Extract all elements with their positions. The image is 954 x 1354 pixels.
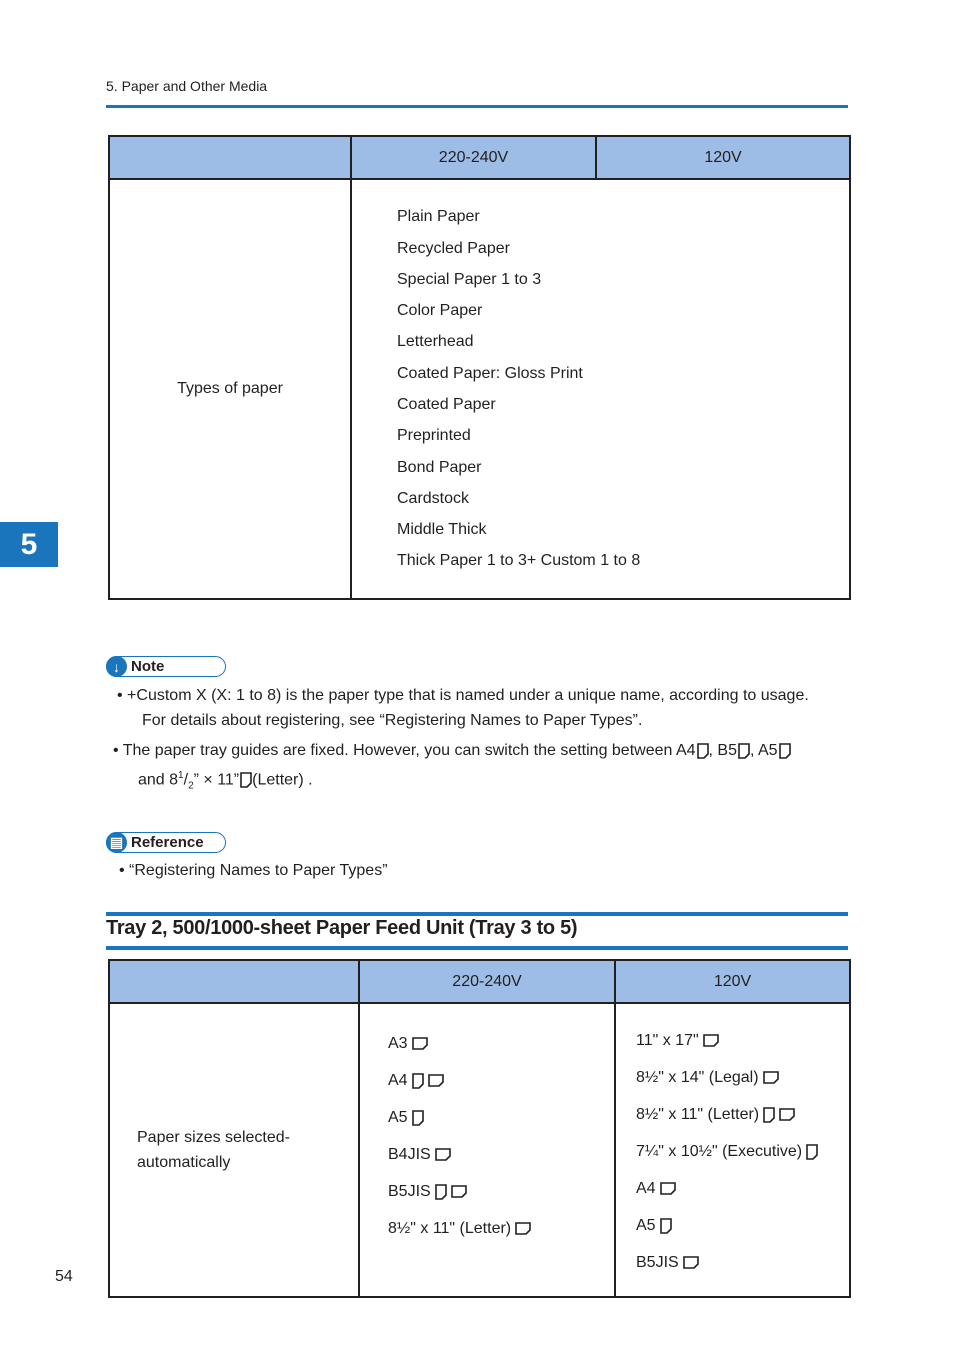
paper-type-item: Color Paper	[397, 302, 483, 320]
portrait-paper-icon	[435, 1184, 447, 1200]
paper-type-item: Special Paper 1 to 3	[397, 270, 542, 288]
note-arrow-icon: ↓	[106, 656, 127, 677]
paper-type-item: Thick Paper 1 to 3+ Custom 1 to 8	[397, 552, 641, 570]
landscape-paper-icon	[703, 1034, 719, 1047]
table-header-220v: 220-240V	[351, 136, 596, 179]
table-header-120v: 120V	[596, 136, 850, 179]
note-bullet-2-line-1	[113, 738, 791, 763]
paper-size-label: A4	[388, 1072, 408, 1089]
paper-size-label: 8½" x 11" (Letter)	[388, 1220, 512, 1237]
portrait-paper-icon	[738, 743, 750, 759]
paper-size-item	[636, 1170, 849, 1207]
paper-size-item	[636, 1096, 849, 1133]
running-header: 5. Paper and Other Media	[106, 78, 268, 94]
table-header-empty	[109, 136, 351, 179]
paper-size-item	[636, 1022, 849, 1059]
landscape-paper-icon	[763, 1071, 779, 1084]
row-label-line-2: automatically	[137, 1154, 231, 1171]
landscape-paper-icon	[451, 1185, 467, 1198]
portrait-paper-icon	[697, 743, 709, 759]
paper-size-item	[388, 1062, 614, 1099]
table2-header-120v: 120V	[615, 960, 850, 1003]
portrait-paper-icon	[412, 1110, 424, 1126]
paper-sizes-table	[108, 959, 851, 1298]
paper-size-label: A5	[636, 1217, 656, 1234]
fraction-denominator: 2	[188, 780, 194, 792]
paper-size-item	[636, 1207, 849, 1244]
paper-type-item: Preprinted	[397, 427, 471, 445]
reference-badge	[106, 832, 226, 853]
paper-size-label: 8½" x 14" (Legal)	[636, 1069, 759, 1086]
paper-type-item: Letterhead	[397, 333, 474, 351]
note-label: Note	[131, 658, 165, 675]
note-bullet-1-line-2: For details about registering, see “Registering Names to Paper Types”.	[142, 712, 643, 729]
row-label-line-1: Paper sizes selected-	[137, 1129, 290, 1146]
landscape-paper-icon	[428, 1074, 444, 1087]
paper-size-item	[636, 1133, 849, 1170]
paper-size-label: 11" x 17"	[636, 1032, 699, 1049]
paper-size-label: 8½" x 11" (Letter)	[636, 1106, 760, 1123]
note-dimension: ” × 11”	[193, 771, 240, 789]
paper-size-item	[388, 1025, 614, 1062]
paper-types-list	[351, 179, 850, 599]
paper-type-item: Coated Paper: Gloss Print	[397, 364, 583, 382]
note-bullet-1-line-1: • +Custom X (X: 1 to 8) is the paper type that is named under a unique name, according to usage.	[117, 687, 809, 704]
row-label-sizes	[109, 1003, 359, 1297]
paper-size-label: 7¼" x 10½" (Executive)	[636, 1143, 803, 1160]
note-badge	[106, 656, 226, 677]
landscape-paper-icon	[515, 1222, 531, 1235]
portrait-paper-icon	[763, 1107, 775, 1123]
row-label-types: Types of paper	[109, 179, 351, 599]
table2-header-empty	[109, 960, 359, 1003]
paper-type-item: Bond Paper	[397, 458, 482, 476]
portrait-paper-icon	[240, 772, 252, 788]
paper-size-item	[388, 1173, 614, 1210]
paper-type-item: Cardstock	[397, 489, 470, 507]
portrait-paper-icon	[779, 743, 791, 759]
section-rule-bottom	[106, 946, 848, 950]
paper-size-label: B5JIS	[388, 1183, 431, 1200]
landscape-paper-icon	[435, 1148, 451, 1161]
landscape-paper-icon	[660, 1182, 676, 1195]
paper-size-label: A5	[388, 1109, 408, 1126]
page-number: 54	[55, 1268, 73, 1285]
sizes-120v-cell	[615, 1003, 850, 1297]
note-bullet-2-b5: , B5	[708, 742, 737, 759]
note-bullet-2-prefix: • The paper tray guides are fixed. However, you can switch the setting between A4	[113, 742, 696, 759]
paper-size-item	[388, 1099, 614, 1136]
paper-size-label: B4JIS	[388, 1146, 431, 1163]
paper-size-label: B5JIS	[636, 1254, 679, 1271]
table2-header-220v: 220-240V	[359, 960, 615, 1003]
note-letter: (Letter) .	[252, 771, 313, 789]
paper-type-item: Middle Thick	[397, 521, 487, 539]
paper-types-table	[108, 135, 851, 600]
paper-size-item	[636, 1059, 849, 1096]
reference-item: • “Registering Names to Paper Types”	[119, 862, 388, 879]
paper-size-item	[388, 1210, 614, 1247]
sizes-220v-cell	[359, 1003, 615, 1297]
section-rule-top	[106, 912, 848, 916]
note-and: and 8	[138, 771, 179, 789]
portrait-paper-icon	[806, 1144, 818, 1160]
paper-size-label: A3	[388, 1035, 408, 1052]
section-title: Tray 2, 500/1000-sheet Paper Feed Unit (Tray 3 to 5)	[106, 917, 578, 939]
fraction-numerator: 1	[178, 770, 184, 781]
reference-label: Reference	[131, 834, 204, 851]
landscape-paper-icon	[412, 1037, 428, 1050]
paper-type-item: Coated Paper	[397, 396, 496, 413]
paper-size-item	[388, 1136, 614, 1173]
paper-size-item	[636, 1244, 849, 1281]
landscape-paper-icon	[779, 1108, 795, 1121]
landscape-paper-icon	[683, 1256, 699, 1269]
note-bullet-2-a5: , A5	[750, 742, 778, 759]
paper-size-label: A4	[636, 1180, 656, 1197]
portrait-paper-icon	[660, 1218, 672, 1234]
paper-type-item: Plain Paper	[397, 208, 480, 226]
chapter-tab: 5	[0, 522, 58, 567]
header-rule	[106, 105, 848, 108]
portrait-paper-icon	[412, 1073, 424, 1089]
note-bullet-2-line-2: and $8^1/_2$” × 11” (Letter) .	[138, 770, 313, 792]
reference-document-icon: ▤	[106, 832, 127, 853]
paper-type-item: Recycled Paper	[397, 239, 510, 257]
